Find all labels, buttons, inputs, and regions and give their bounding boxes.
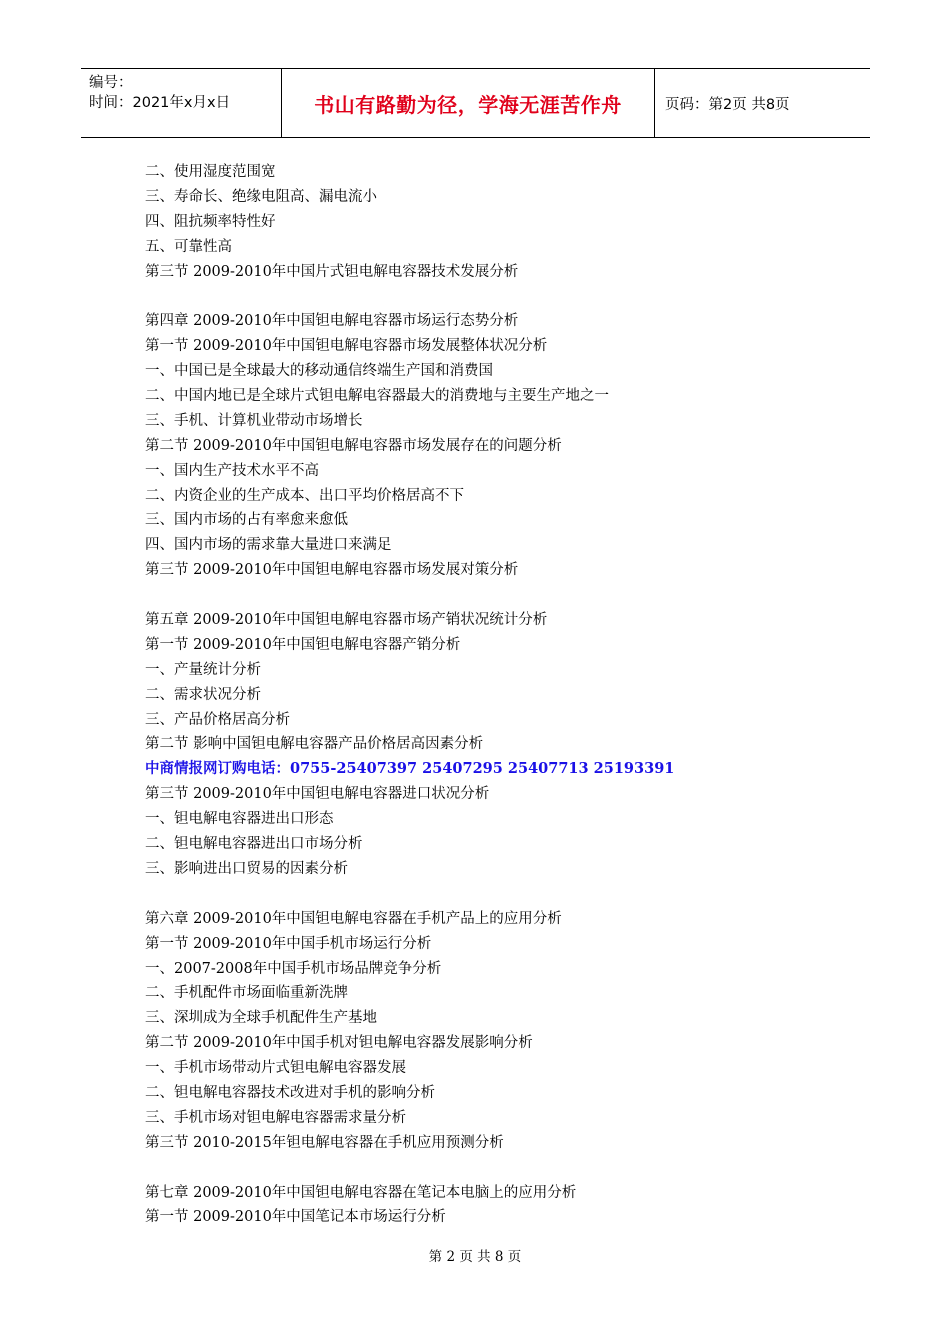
toc-line: 二、中国内地已是全球片式钽电解电容器最大的消费地与主要生产地之一 [145,388,609,405]
toc-line: 第一节 2009-2010年中国钽电解电容器产销分析 [145,636,461,653]
document-number-label: 编号： [89,75,133,91]
header-motto: 书山有路勤为径，学海无涯苦作舟 [282,69,655,137]
blank-line [145,882,865,907]
toc-line: 二、钽电解电容器进出口市场分析 [145,836,363,853]
toc-line: 二、钽电解电容器技术改进对手机的影响分析 [145,1084,435,1101]
toc-line: 第四章 2009-2010年中国钽电解电容器市场运行态势分析 [145,313,519,330]
toc-line: 一、产量统计分析 [145,661,261,678]
toc-line: 一、中国已是全球最大的移动通信终端生产国和消费国 [145,363,493,380]
document-body [145,160,865,1230]
toc-line: 三、寿命长、绝缘电阻高、漏电流小 [145,188,377,205]
toc-line: 第三节 2010-2015年钽电解电容器在手机应用预测分析 [145,1134,504,1151]
header-meta [81,69,282,137]
toc-line: 二、需求状况分析 [145,686,261,703]
toc-line: 第二节 2009-2010年中国手机对钽电解电容器发展影响分析 [145,1035,533,1052]
toc-line: 第六章 2009-2010年中国钽电解电容器在手机产品上的应用分析 [145,910,562,927]
toc-line: 第二节 影响中国钽电解电容器产品价格居高因素分析 [145,736,484,753]
page-footer: 第 2 页 共 8 页 [428,1249,522,1265]
toc-line: 五、可靠性高 [145,238,232,255]
toc-line: 一、国内生产技术水平不高 [145,462,319,479]
toc-line: 第三节 2009-2010年中国钽电解电容器进口状况分析 [145,786,490,803]
toc-line: 三、影响进出口贸易的因素分析 [145,860,348,877]
order-hotline: 中商情报网订购电话：0755-25407397 25407295 25407713 25193391 [145,760,675,778]
toc-line: 二、内资企业的生产成本、出口平均价格居高不下 [145,487,464,504]
toc-line: 第三节 2009-2010年中国钽电解电容器市场发展对策分析 [145,562,519,579]
toc-line: 三、手机市场对钽电解电容器需求量分析 [145,1109,406,1126]
toc-line: 三、深圳成为全球手机配件生产基地 [145,1010,377,1027]
blank-line [145,583,865,608]
toc-line: 一、手机市场带动片式钽电解电容器发展 [145,1060,406,1077]
toc-line: 第一节 2009-2010年中国笔记本市场运行分析 [145,1209,446,1226]
toc-line: 二、手机配件市场面临重新洗牌 [145,985,348,1002]
toc-line: 第一节 2009-2010年中国钽电解电容器市场发展整体状况分析 [145,338,548,355]
toc-line: 一、钽电解电容器进出口形态 [145,811,334,828]
toc-line: 一、2007-2008年中国手机市场品牌竞争分析 [145,960,442,977]
toc-line: 第五章 2009-2010年中国钽电解电容器市场产销状况统计分析 [145,612,548,629]
page-header [81,68,870,138]
toc-line: 第三节 2009-2010年中国片式钽电解电容器技术发展分析 [145,263,519,280]
toc-line: 四、国内市场的需求靠大量进口来满足 [145,537,392,554]
toc-line: 三、手机、计算机业带动市场增长 [145,412,363,429]
blank-line [145,284,865,309]
blank-line [145,1156,865,1181]
toc-line: 四、阻抗频率特性好 [145,213,276,230]
document-date-label: 时间：2021年x月x日 [89,95,231,111]
toc-line: 三、产品价格居高分析 [145,711,290,728]
toc-line: 第二节 2009-2010年中国钽电解电容器市场发展存在的问题分析 [145,437,562,454]
header-page-number: 页码：第2页 共8页 [665,96,790,113]
toc-line: 第七章 2009-2010年中国钽电解电容器在笔记本电脑上的应用分析 [145,1184,577,1201]
toc-line: 二、使用湿度范围宽 [145,164,276,180]
toc-line: 第一节 2009-2010年中国手机市场运行分析 [145,935,432,952]
toc-line: 三、国内市场的占有率愈来愈低 [145,512,348,529]
